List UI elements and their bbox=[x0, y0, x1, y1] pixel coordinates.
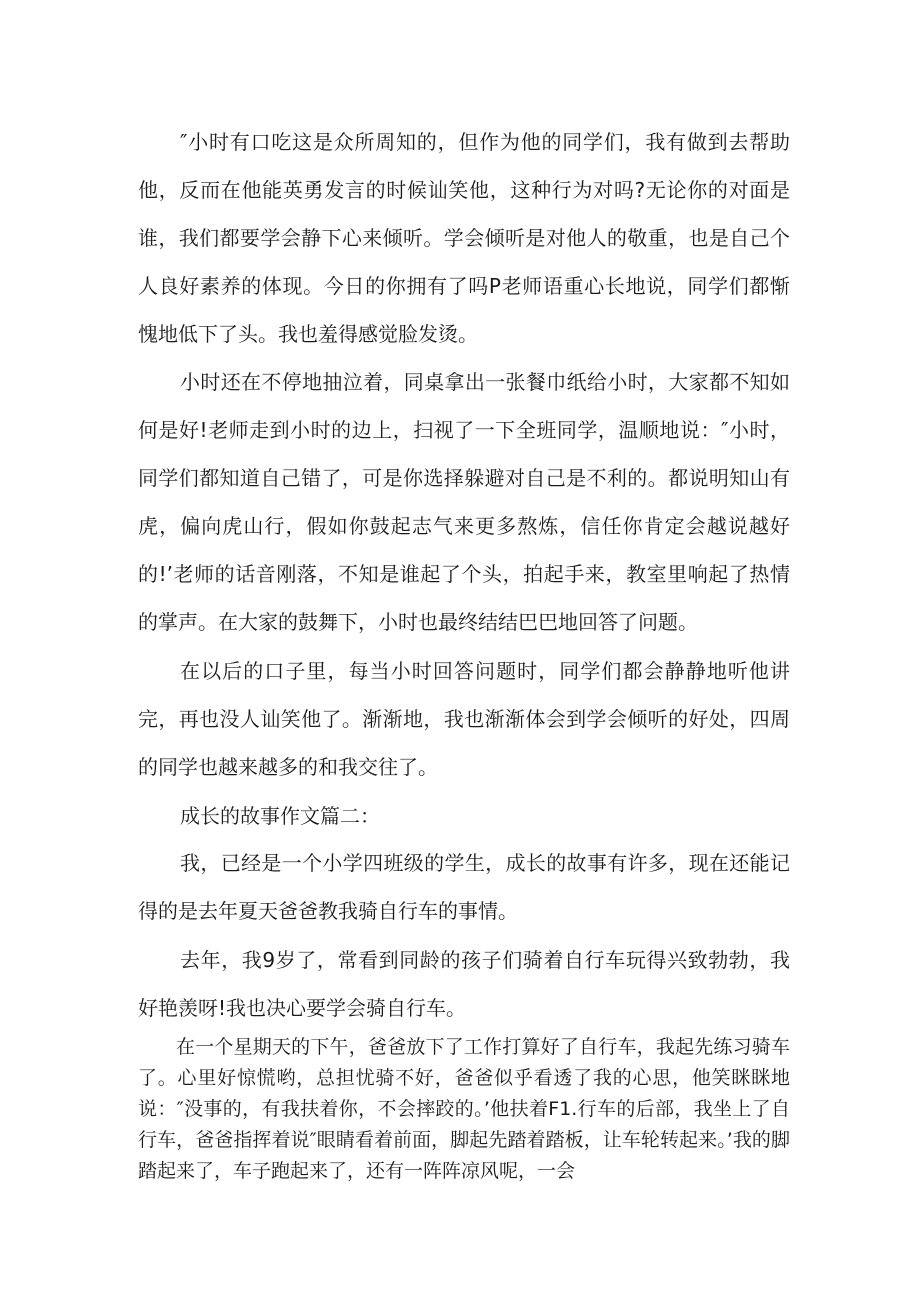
paragraph: 去年，我9岁了，常看到同龄的孩子们骑着自行车玩得兴致勃勃，我好艳羡呀!我也决心要学会骑自行车。 bbox=[138, 948, 790, 1020]
section-heading: 成长的故事作文篇二： bbox=[180, 804, 380, 828]
paragraph: 在一个星期天的下午，爸爸放下了工作打算好了自行车，我起先练习骑车了。心里好惊慌哟，总担忧骑不好，爸爸似乎看透了我的心思，他笑眯眯地说：″没事的，有我扶着你，不会摔跤的。’他扶着F1.行车的后部，我坐上了自行车，爸爸指挥着说″眼睛看着前面，脚起先踏着踏板，让车轮转起来。’我的脚踏起来了，车子跑起来了，还有一阵阵凉风呢，一会 bbox=[138, 1036, 790, 1182]
paragraph: ″小时有口吃这是众所周知的，但作为他的同学们，我有做到去帮助他，反而在他能英勇发言的时候讪笑他，这种行为对吗?无论你的对面是谁，我们都要学会静下心来倾听。学会倾听是对他人的敬重，也是自己个人良好素养的体现。今日的你拥有了吗P老师语重心长地说，同学们都惭愧地低下了头。我也羞得感觉脸发烫。 bbox=[138, 130, 790, 346]
paragraph: 我，已经是一个小学四班级的学生，成长的故事有许多，现在还能记得的是去年夏天爸爸教我骑自行车的事情。 bbox=[138, 851, 790, 923]
paragraph: 在以后的口子里，每当小时回答问题时，同学们都会静静地听他讲完，再也没人讪笑他了。渐渐地，我也渐渐体会到学会倾听的好处，四周的同学也越来越多的和我交往了。 bbox=[138, 659, 790, 779]
paragraph: 小时还在不停地抽泣着，同桌拿出一张餐巾纸给小时，大家都不知如何是好!老师走到小时的边上，扫视了一下全班同学，温顺地说：″小时，同学们都知道自己错了，可是你选择躲避对自己是不利的。都说明知山有虎，偏向虎山行，假如你鼓起志气来更多熬炼，信任你肯定会越说越好的!’老师的话音刚落，不知是谁起了个头，拍起手来，教室里响起了热情的掌声。在大家的鼓舞下，小时也最终结结巴巴地回答了问题。 bbox=[138, 370, 790, 634]
